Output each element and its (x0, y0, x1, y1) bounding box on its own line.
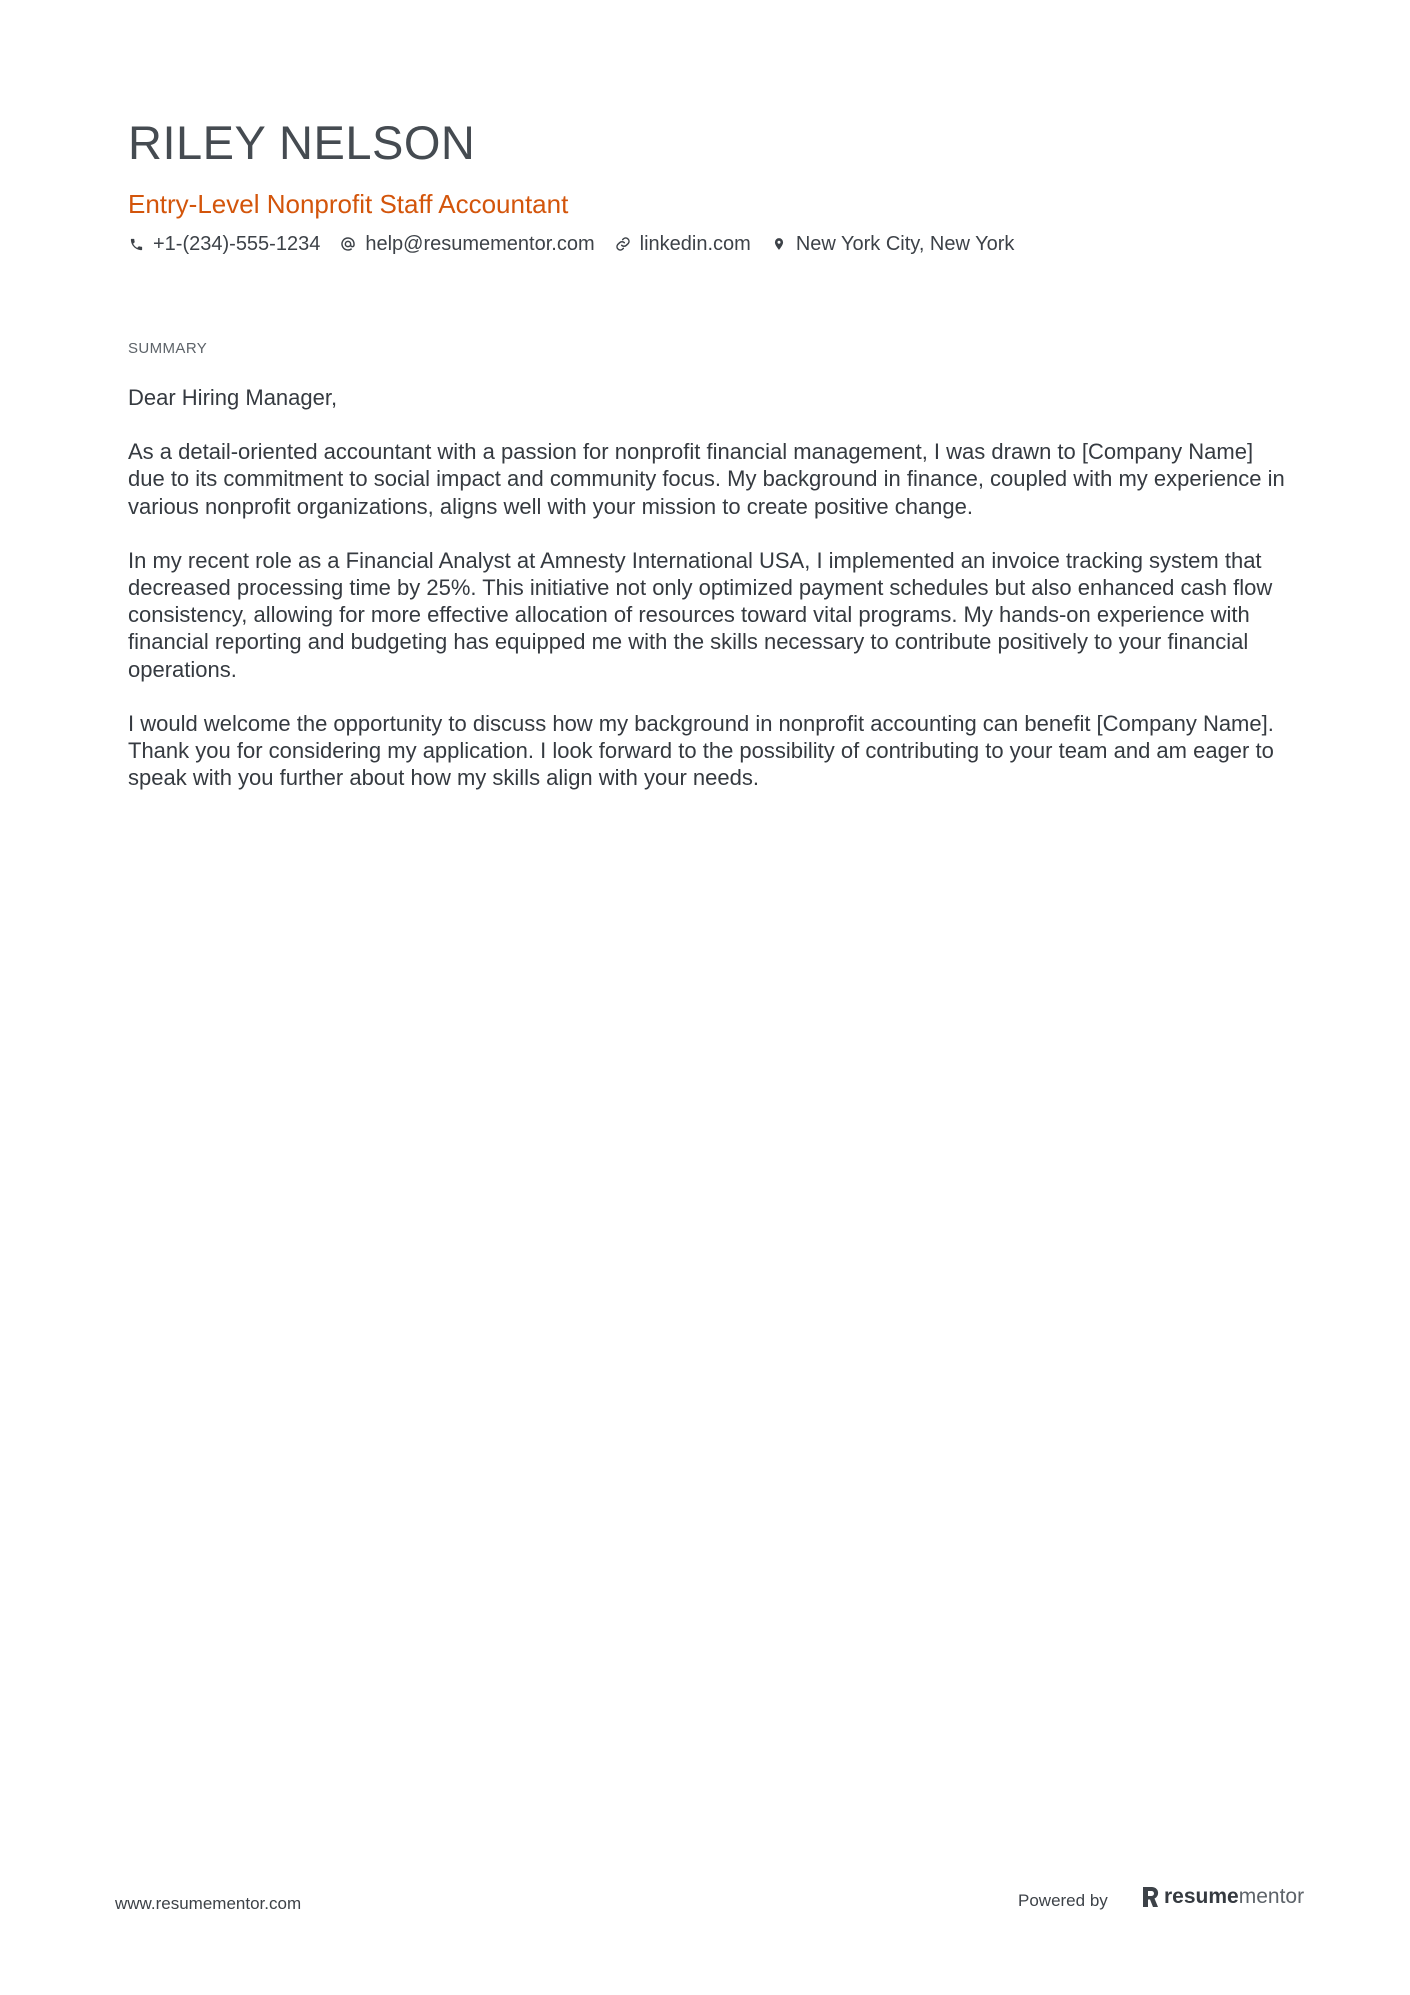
powered-by-label: Powered by (1018, 1891, 1108, 1910)
resumementor-logo-icon (1140, 1886, 1160, 1908)
section-label-summary: SUMMARY (128, 340, 208, 357)
contact-email[interactable] (340, 230, 594, 258)
location-text: New York City, New York (795, 233, 1015, 255)
candidate-name: RILEY NELSON (128, 116, 476, 169)
brand-name-bold: resume (1164, 1885, 1239, 1908)
job-title: Entry-Level Nonprofit Staff Accountant (128, 189, 569, 219)
contact-location (771, 230, 1015, 258)
contact-linkedin[interactable] (615, 230, 751, 258)
linkedin-text[interactable]: linkedin.com (639, 233, 751, 255)
salutation: Dear Hiring Manager, (128, 385, 338, 410)
link-icon (615, 236, 631, 252)
location-pin-icon (771, 236, 787, 252)
contact-row (128, 230, 1288, 258)
letter-paragraph: As a detail-oriented accountant with a passion for nonprofit financial management, I was drawn to [Company Name] due to its commitment to social impact and community focus. My background in finance, coupled with my experience in various nonprofit organizations, aligns well with your mission to create positive change. (128, 439, 1285, 519)
phone-text: +1-(234)-555-1234 (153, 233, 321, 255)
letter-paragraph: I would welcome the opportunity to discuss how my background in nonprofit accounting can benefit [Company Name]. Thank you for considering my application. I look forward to the possibility of contributing to your team and am eager to speak with you further about how my skills align with your needs. (128, 710, 1274, 791)
at-icon (340, 236, 356, 252)
letter-paragraph: In my recent role as a Financial Analyst at Amnesty International USA, I implemented an invoice tracking system that decreased processing time by 25%. This initiative not only optimized payment schedules but also enhanced cash flow consistency, allowing for more effective allocation of resources toward vital programs. My hands-on experience with financial reporting and budgeting has equipped me with the skills necessary to contribute positively to your financial operations. (128, 547, 1273, 682)
phone-icon (128, 236, 144, 252)
email-text[interactable]: help@resumementor.com (365, 233, 595, 255)
cover-letter-body (128, 384, 1288, 818)
contact-phone (128, 230, 320, 258)
brand-name-light: mentor (1238, 1885, 1305, 1908)
brand-logo[interactable] (1140, 1885, 1304, 1909)
header (128, 112, 1288, 258)
footer-url[interactable]: www.resumementor.com (115, 1894, 302, 1913)
